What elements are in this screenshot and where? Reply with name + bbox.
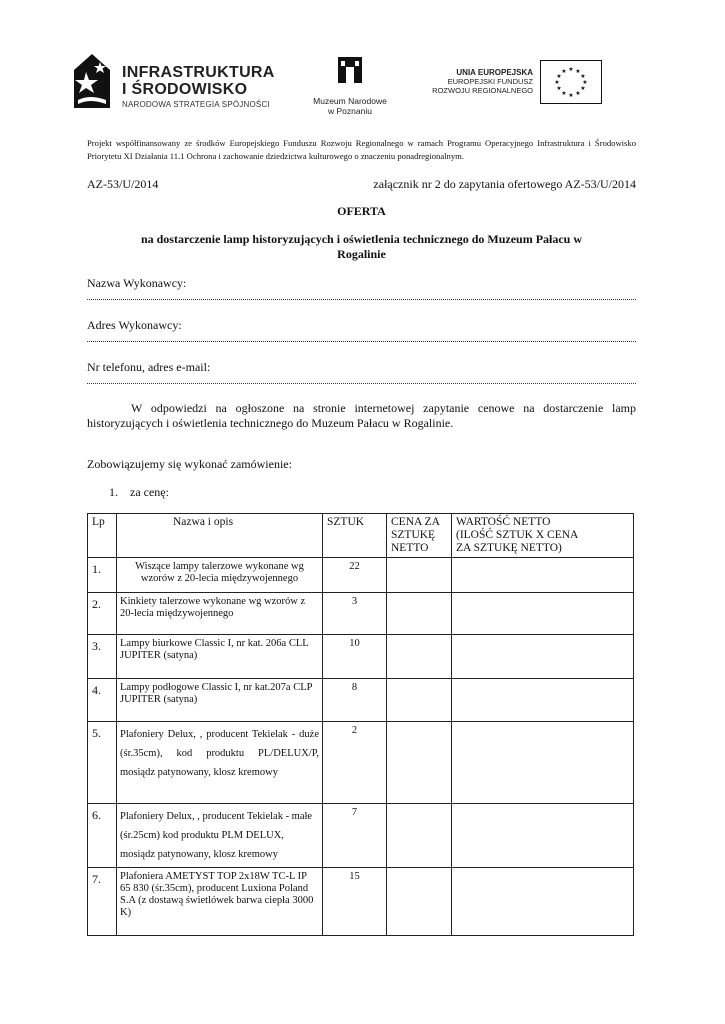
row-net-value-cell[interactable] <box>452 722 634 804</box>
svg-text:★: ★ <box>580 73 586 80</box>
row-unit-price-cell[interactable] <box>387 722 452 804</box>
row-unit-price-cell[interactable] <box>387 558 452 593</box>
svg-text:★: ★ <box>580 85 586 92</box>
list-item-price: za cenę: <box>130 485 169 499</box>
offer-table <box>87 513 634 936</box>
table-row <box>88 593 634 635</box>
document-title: OFERTA <box>337 204 386 218</box>
infra-emblem-icon <box>70 50 116 112</box>
eu-logo <box>425 60 605 106</box>
table-header-row <box>88 514 634 558</box>
row-qty: 15 <box>323 868 387 936</box>
table-row <box>88 679 634 722</box>
row-net-value-cell[interactable] <box>452 635 634 679</box>
contractor-address-label: Adres Wykonawcy: <box>87 318 182 332</box>
header-name: Nazwa i opis <box>117 514 323 558</box>
row-unit-price-cell[interactable] <box>387 593 452 635</box>
row-qty: 2 <box>323 722 387 804</box>
infra-line1: INFRASTRUKTURA <box>122 64 275 81</box>
row-description: Lampy biurkowe Classic I, nr kat. 206a CLL JUPITER (satyna) <box>117 635 323 679</box>
table-row <box>88 635 634 679</box>
header-net-value: WARTOŚĆ NETTO (ILOŚĆ SZTUK X CENA ZA SZTUKĘ NETTO) <box>452 514 634 558</box>
eu-line1: UNIA EUROPEJSKA <box>456 68 533 77</box>
svg-text:★: ★ <box>575 90 581 97</box>
row-description: Plafoniery Delux, , producent Tekielak - małe (śr.25cm) kod produktu PLM DELUX, mosiądz patynowany, klosz kremowy <box>117 804 323 868</box>
commitment-text: Zobowiązujemy się wykonać zamówienie: <box>87 457 292 471</box>
cofinance-note: Projekt współfinansowany ze środków Europejskiego Funduszu Rozwoju Regionalnego w ramach Programu Operacyjnego Infrastruktura i Środowisko Priorytetu XI Działania 11.1 Ochrona i zachowanie dziedzictwa kulturowego o znaczeniu ponadregionalnym. <box>87 138 636 161</box>
eu-line3: ROZWOJU REGIONALNEGO <box>432 86 533 95</box>
infra-line2: I ŚRODOWISKO <box>122 81 248 98</box>
row-net-value-cell[interactable] <box>452 868 634 936</box>
row-unit-price-cell[interactable] <box>387 868 452 936</box>
row-lp: 5. <box>88 722 117 804</box>
infra-line3: NARODOWA STRATEGIA SPÓJNOŚCI <box>122 100 270 109</box>
row-lp: 4. <box>88 679 117 722</box>
contact-label: Nr telefonu, adres e-mail: <box>87 360 211 374</box>
svg-text:★: ★ <box>561 90 567 97</box>
reference-left: AZ-53/U/2014 <box>87 177 159 191</box>
table-row <box>88 868 634 936</box>
document-subtitle-line2: Rogalinie <box>337 247 386 261</box>
row-lp: 3. <box>88 635 117 679</box>
row-description: Lampy podłogowe Classic I, nr kat.207a CLP JUPITER (satyna) <box>117 679 323 722</box>
svg-text:★: ★ <box>575 68 581 75</box>
header-lp: Lp <box>88 514 117 558</box>
row-description: Plafoniery Delux, , producent Tekielak - duże (śr.35cm), kod produktu PL/DELUX/P, mosiądz patynowany, klosz kremowy <box>117 722 323 804</box>
svg-text:★: ★ <box>554 79 560 86</box>
row-net-value-cell[interactable] <box>452 679 634 722</box>
header-unit-price: CENA ZA SZTUKĘ NETTO <box>387 514 452 558</box>
row-qty: 8 <box>323 679 387 722</box>
museum-line1: Muzeum Narodowe <box>313 96 387 106</box>
infrastruktura-logo <box>70 50 280 112</box>
eu-flag-icon <box>540 60 602 104</box>
table-row <box>88 804 634 868</box>
row-net-value-cell[interactable] <box>452 804 634 868</box>
table-row <box>88 558 634 593</box>
contact-line[interactable] <box>87 382 636 384</box>
reference-right: załącznik nr 2 do zapytania ofertowego AZ-53/U/2014 <box>373 177 636 191</box>
svg-text:★: ★ <box>561 68 567 75</box>
museum-emblem-icon <box>335 55 365 85</box>
row-lp: 6. <box>88 804 117 868</box>
contractor-name-line[interactable] <box>87 298 636 300</box>
svg-text:★: ★ <box>568 92 574 99</box>
row-unit-price-cell[interactable] <box>387 804 452 868</box>
row-lp: 1. <box>88 558 117 593</box>
eu-line2: EUROPEJSKI FUNDUSZ <box>447 77 533 86</box>
svg-text:★: ★ <box>556 73 562 80</box>
contractor-address-line[interactable] <box>87 340 636 342</box>
row-qty: 22 <box>323 558 387 593</box>
row-qty: 10 <box>323 635 387 679</box>
row-unit-price-cell[interactable] <box>387 635 452 679</box>
row-net-value-cell[interactable] <box>452 558 634 593</box>
contractor-name-label: Nazwa Wykonawcy: <box>87 276 187 290</box>
row-description: Kinkiety talerzowe wykonane wg wzorów z 20-lecia międzywojennego <box>117 593 323 635</box>
museum-logo <box>300 55 400 115</box>
row-qty: 3 <box>323 593 387 635</box>
row-unit-price-cell[interactable] <box>387 679 452 722</box>
row-qty: 7 <box>323 804 387 868</box>
header-qty: SZTUK <box>323 514 387 558</box>
row-description: Plafoniera AMETYST TOP 2x18W TC-L IP 65 830 (śr.35cm), producent Luxiona Poland S.A (z dostawą świetlówek barwa ciepła 3000 K) <box>117 868 323 936</box>
row-lp: 7. <box>88 868 117 936</box>
svg-text:★: ★ <box>568 66 574 73</box>
svg-text:★: ★ <box>556 85 562 92</box>
intro-paragraph: W odpowiedzi na ogłoszone na stronie internetowej zapytanie cenowe na dostarczenie lamp historyzujących i oświetlenia technicznego do Muzeum Pałacu w Rogalinie. <box>87 401 636 430</box>
svg-text:★: ★ <box>582 79 588 86</box>
table-row <box>88 722 634 804</box>
row-net-value-cell[interactable] <box>452 593 634 635</box>
list-item-number: 1. <box>109 485 118 499</box>
row-lp: 2. <box>88 593 117 635</box>
document-subtitle-line1: na dostarczenie lamp historyzujących i oświetlenia technicznego do Muzeum Pałacu w <box>140 232 583 246</box>
museum-line2: w Poznaniu <box>328 106 372 116</box>
row-description: Wiszące lampy talerzowe wykonane wg wzorów z 20-lecia międzywojennego <box>117 558 323 593</box>
